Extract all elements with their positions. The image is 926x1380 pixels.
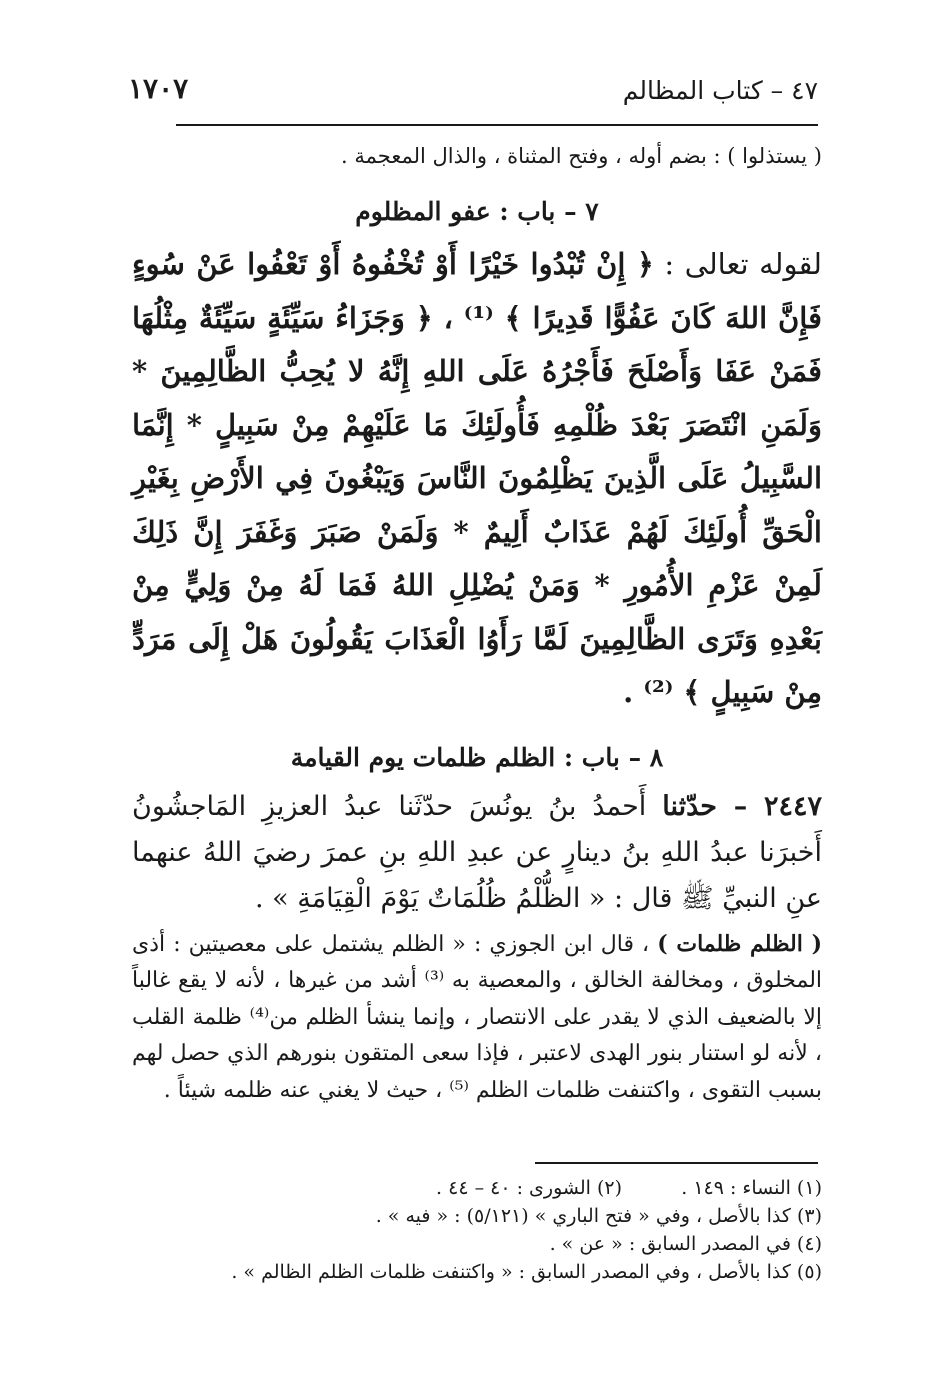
footnotes — [132, 1174, 822, 1286]
footnote-row — [132, 1174, 822, 1202]
footnote-3: (٣) كذا بالأصل ، وفي « فتح الباري » (٥/١٢١) : « فيه » . — [375, 1205, 822, 1227]
hadith-text: أَحمدُ بنُ يونُسَ حدّثَنا عبدُ العزيزِ المَاجشُونُ أَخبرَنا عبدُ اللهِ بنُ دينارٍ عن عبدِ اللهِ بنِ عمرَ رضيَ اللهُ عنهما عنِ النبيِّ ﷺ قال : « الظُّلْمُ ظُلُمَاتٌ يَوْمَ الْقِيَامَةِ » . — [132, 790, 822, 914]
header-rule — [176, 124, 818, 126]
section-8-heading: ٨ – باب : الظلم ظلمات يوم القيامة — [290, 742, 664, 772]
hadith-tahdith: حدّثنا — [662, 790, 717, 822]
footnote-2: (٢) الشورى : ٤٠ – ٤٤ . — [436, 1177, 622, 1199]
main-text — [132, 138, 822, 1109]
section-7-heading: ٧ – باب : عفو المظلوم — [355, 197, 599, 226]
running-header — [120, 72, 818, 118]
commentary-text: ، قال ابن الجوزي : « الظلم يشتمل على معصيتين : أذى المخلوق ، ومخالفة الخالق ، والمعصية به ⁽³⁾ أشد من غيرها ، لأنه لا يقع غالباً إلا بالضعيف الذي لا يقدر على الانتصار ، وإنما ينشأ الظلم من⁽⁴⁾ ظلمة القلب ، لأنه لو استنار بنور الهدى لاعتبر ، فإذا سعى المتقون بنورهم الذي حصل لهم بسبب التقوى ، واكتنفت ظلمات الظلم ⁽⁵⁾ ، حيث لا يغني عنه ظلمه شيئاً . — [132, 931, 823, 1103]
quran-verse: ﴿ إِنْ تُبْدُوا خَيْرًا أَوْ تُخْفُوهُ أَوْ تَعْفُوا عَنْ سُوءٍ فَإِنَّ اللهَ كَانَ عَفُوًّا قَدِيرًا ﴾ ⁽¹⁾ ، ﴿ وَجَزَاءُ سَيِّئَةٍ سَيِّئَةٌ مِثْلُهَا فَمَنْ عَفَا وَأَصْلَحَ فَأَجْرُهُ عَلَى اللهِ إِنَّهُ لا يُحِبُّ الظَّالِمِينَ * وَلَمَنِ انْتَصَرَ بَعْدَ ظُلْمِهِ فَأُولَئِكَ مَا عَلَيْهِمْ مِنْ سَبِيلٍ * إِنَّمَا السَّبِيلُ عَلَى الَّذِينَ يَظْلِمُونَ النَّاسَ وَيَبْغُونَ فِي الأَرْضِ بِغَيْرِ الْحَقِّ أُولَئِكَ لَهُمْ عَذَابٌ أَلِيمٌ * وَلَمَنْ صَبَرَ وَغَفَرَ إِنَّ ذَلِكَ لَمِنْ عَزْمِ الأُمُورِ * وَمَنْ يُضْلِلِ اللهُ فَمَا لَهُ مِنْ وَلِيٍّ مِنْ بَعْدِهِ وَتَرَى الظَّالِمِينَ لَمَّا رَأَوُا الْعَذَابَ يَقُولُونَ هَلْ إِلَى مَرَدٍّ مِنْ سَبِيلٍ ﴾ ⁽²⁾ . — [132, 247, 822, 709]
hadith-paragraph — [132, 784, 822, 922]
section-7-verse-paragraph — [132, 238, 822, 720]
gloss-note: ( يستذلوا ) : بضم أوله ، وفتح المثناة ، والذال المعجمة . — [341, 144, 822, 168]
footnote-1: (١) النساء : ١٤٩ . — [681, 1177, 822, 1199]
footnote-4: (٤) في المصدر السابق : « عن » . — [549, 1233, 822, 1255]
hadith-number: ٢٤٤٧ – — [717, 790, 822, 822]
commentary-lead: ( الظلم ظلمات ) — [657, 930, 822, 957]
commentary-paragraph — [132, 926, 822, 1110]
verse-intro: لقوله تعالى : — [653, 247, 822, 281]
page-number: ١٧٠٧ — [128, 72, 189, 105]
footnote-rule — [535, 1162, 818, 1164]
footnote-5: (٥) كذا بالأصل ، وفي المصدر السابق : « واكتنفت ظلمات الظلم الظالم » . — [231, 1261, 822, 1283]
chapter-title: ٤٧ – كتاب المظالم — [622, 76, 818, 105]
